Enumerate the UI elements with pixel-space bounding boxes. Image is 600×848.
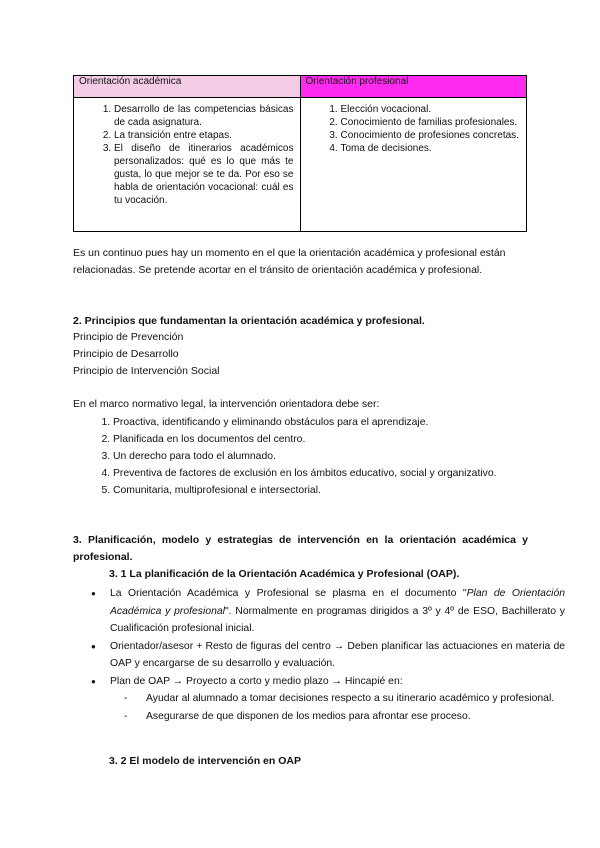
principle: Principio de Prevención [73, 331, 184, 343]
principle: Principio de Intervención Social [73, 365, 220, 377]
list-item: 1. Proactiva, identificando y eliminando obstáculos para el aprendizaje. [113, 414, 573, 431]
bullet-item: ● La Orientación Académica y Profesional se plasma en el documento "Plan de Orientación Académica y profesional". Normalmente en programas dirigidos a 3º y 4º de ESO, Bachillerato y Cualificación profesional inicial. [110, 585, 565, 638]
professional-cell [300, 98, 527, 232]
normative-intro: En el marco normativo legal, la intervención orientadora debe ser: [73, 398, 380, 410]
professional-item: 1. Elección vocacional. [341, 103, 521, 116]
academic-item: 3. El diseño de itinerarios académicos personalizados: qué es lo que más te gusta, lo que mejor se te da. Por eso se habla de orientación vocacional: cuál es tu vocación. [114, 142, 294, 207]
list-item: 4. Preventiva de factores de exclusión en los ámbitos educativo, social y organizativo. [113, 465, 573, 482]
academic-cell [74, 98, 301, 232]
professional-item: 4. Toma de decisiones. [341, 142, 521, 155]
bullet-item: ● Orientador/asesor + Resto de figuras del centro → Deben planificar las actuaciones en materia de OAP y encargarse de su desarrollo y evaluación. [110, 638, 565, 673]
dash-item: - Ayudar al alumnado a tomar decisiones respecto a su itinerario académico y profesional. [146, 690, 565, 708]
section2-heading: 2. Principios que fundamentan la orientación académica y profesional. [73, 315, 425, 327]
professional-item: 3. Conocimiento de profesiones concretas. [341, 129, 521, 142]
academic-item: 2. La transición entre etapas. [114, 129, 294, 142]
bullet-list [73, 585, 565, 725]
intro-paragraph: Es un continuo pues hay un momento en el que la orientación académica y profesional están relacionadas. Se pretende acortar en el tránsito de orientación académica y profesional. [73, 247, 506, 276]
academic-item: 1. Desarrollo de las competencias básicas de cada asignatura. [114, 103, 294, 129]
header-academic: Orientación académica [74, 76, 301, 98]
requirements-list [73, 414, 573, 499]
dash-list [110, 690, 565, 725]
list-item: 3. Un derecho para todo el alumnado. [113, 448, 573, 465]
principle: Principio de Desarrollo [73, 348, 179, 360]
subsection-heading: 3. 2 El modelo de intervención en OAP [109, 755, 301, 767]
section3-heading: 3. Planificación, modelo y estrategias de intervención en la orientación académica y profesional. [73, 534, 528, 563]
list-item: 2. Planificada en los documentos del centro. [113, 431, 573, 448]
dash-item: - Asegurarse de que disponen de los medios para afrontar ese proceso. [146, 708, 565, 726]
subsection-heading: 3. 1 La planificación de la Orientación Académica y Profesional (OAP). [109, 568, 460, 580]
comparison-table [73, 75, 527, 232]
list-item: 5. Comunitaria, multiprofesional e intersectorial. [113, 482, 573, 499]
professional-item: 2. Conocimiento de familias profesionales. [341, 116, 521, 129]
header-professional: Orientación profesional [300, 76, 527, 98]
bullet-item: ● Plan de OAP → Proyecto a corto y medio plazo → Hincapié en: - Ayudar al alumnado a tomar decisiones respecto a su itinerario académico y profesional. - Asegurarse de que disponen de los medios para afrontar ese proceso. [110, 673, 565, 726]
